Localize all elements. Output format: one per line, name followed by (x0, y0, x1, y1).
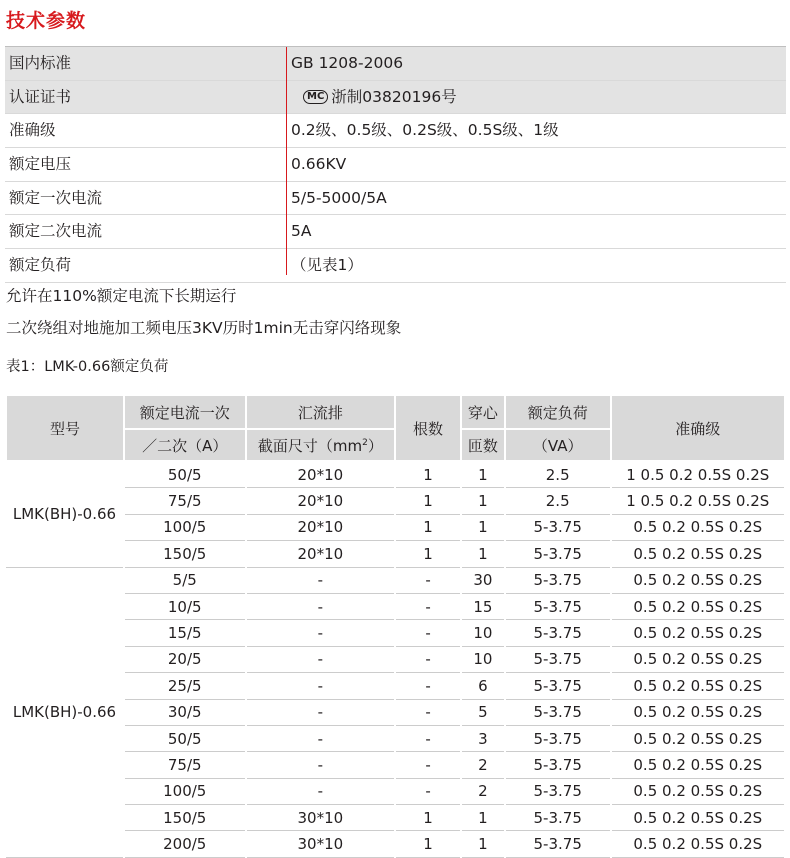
busbar-cell: - (246, 699, 396, 725)
spec-label: 额定电压 (9, 155, 72, 174)
count-cell: 1 (395, 831, 461, 857)
load-cell: 5-3.75 (505, 805, 611, 831)
note-overload: 允许在110%额定电流下长期运行 (6, 287, 237, 305)
accuracy-cell: 1 0.5 0.2 0.5S 0.2S (611, 488, 785, 514)
ratio-cell: 100/5 (124, 514, 246, 540)
turns-cell: 15 (461, 593, 505, 619)
spec-label: 认证证书 (9, 87, 72, 106)
ratio-cell: 100/5 (124, 778, 246, 804)
table-caption: 表1：LMK-0.66额定负荷 (6, 359, 169, 375)
header-turns-line2: 匝数 (461, 429, 505, 461)
spec-row (5, 148, 786, 182)
ratio-cell: 10/5 (124, 593, 246, 619)
load-cell: 5-3.75 (505, 541, 611, 567)
header-model: 型号 (6, 395, 124, 461)
ratio-cell: 5/5 (124, 567, 246, 593)
turns-cell: 10 (461, 646, 505, 672)
header-count: 根数 (395, 395, 461, 461)
header-turns-line1: 穿心 (461, 395, 505, 429)
busbar-cell: - (246, 567, 396, 593)
spec-label: 准确级 (9, 121, 56, 140)
accuracy-cell: 0.5 0.2 0.5S 0.2S (611, 752, 785, 778)
busbar-cell: - (246, 778, 396, 804)
load-cell: 5-3.75 (505, 593, 611, 619)
accuracy-cell: 0.5 0.2 0.5S 0.2S (611, 541, 785, 567)
note-withstand: 二次绕组对地施加工频电压3KV历时1min无击穿闪络现象 (6, 319, 402, 337)
ratio-cell: 25/5 (124, 673, 246, 699)
load-cell: 5-3.75 (505, 646, 611, 672)
count-cell: - (395, 725, 461, 751)
load-cell: 5-3.75 (505, 699, 611, 725)
mc-certification-icon: MC (303, 90, 328, 104)
busbar-cell: - (246, 646, 396, 672)
spec-label: 额定负荷 (9, 256, 72, 275)
spec-row (5, 46, 786, 81)
spec-value-text: 浙制03820196号 (331, 87, 457, 106)
busbar-cell: - (246, 673, 396, 699)
load-cell: 2.5 (505, 461, 611, 488)
count-cell: 1 (395, 541, 461, 567)
spec-value (291, 81, 457, 113)
count-cell: - (395, 752, 461, 778)
count-cell: - (395, 620, 461, 646)
header-busbar-line2: 截面尺寸$(mm^2)$ (246, 429, 396, 461)
spec-row (5, 114, 786, 148)
accuracy-cell: 0.5 0.2 0.5S 0.2S (611, 593, 785, 619)
spec-value: GB 1208-2006 (291, 54, 404, 72)
ratio-cell: 150/5 (124, 541, 246, 567)
turns-cell: 3 (461, 725, 505, 751)
ratio-cell: 75/5 (124, 752, 246, 778)
accuracy-cell: 1 0.5 0.2 0.5S 0.2S (611, 461, 785, 488)
spec-label: 国内标准 (9, 54, 72, 72)
accuracy-cell: 0.5 0.2 0.5S 0.2S (611, 699, 785, 725)
load-cell: 5-3.75 (505, 778, 611, 804)
ratio-cell: 20/5 (124, 646, 246, 672)
spec-row (5, 249, 786, 283)
busbar-cell: - (246, 725, 396, 751)
accuracy-cell: 0.5 0.2 0.5S 0.2S (611, 778, 785, 804)
count-cell: 1 (395, 805, 461, 831)
load-cell: 5-3.75 (505, 673, 611, 699)
ratio-cell: 30/5 (124, 699, 246, 725)
count-cell: 1 (395, 461, 461, 488)
count-cell: 1 (395, 488, 461, 514)
ratio-cell: 15/5 (124, 620, 246, 646)
spec-value: 5A (291, 222, 312, 241)
count-cell: - (395, 646, 461, 672)
spec-label: 额定二次电流 (9, 222, 103, 241)
spec-value: （见表1） (291, 256, 363, 275)
header-load-line1: 额定负荷 (505, 395, 611, 429)
turns-cell: 10 (461, 620, 505, 646)
spec-row (5, 182, 786, 216)
busbar-cell: 20*10 (246, 541, 396, 567)
busbar-cell: - (246, 752, 396, 778)
header-current-line2: ／二次（A） (124, 429, 246, 461)
count-cell: - (395, 699, 461, 725)
load-cell: 5-3.75 (505, 620, 611, 646)
busbar-cell: 30*10 (246, 805, 396, 831)
table-row (6, 461, 785, 488)
load-cell: 2.5 (505, 488, 611, 514)
ratio-cell: 50/5 (124, 461, 246, 488)
busbar-cell: 20*10 (246, 514, 396, 540)
accuracy-cell: 0.5 0.2 0.5S 0.2S (611, 620, 785, 646)
turns-cell: 30 (461, 567, 505, 593)
turns-cell: 1 (461, 541, 505, 567)
load-cell: 5-3.75 (505, 725, 611, 751)
model-cell: LMK(BH)-0.66 (6, 461, 124, 567)
count-cell: - (395, 567, 461, 593)
spec-value: 5/5-5000/5A (291, 188, 387, 207)
spec-row (5, 81, 786, 115)
load-cell: 5-3.75 (505, 752, 611, 778)
turns-cell: 1 (461, 461, 505, 488)
table-row (6, 567, 785, 593)
accuracy-cell: 0.5 0.2 0.5S 0.2S (611, 831, 785, 857)
model-cell: LMK(BH)-0.66 (6, 567, 124, 857)
load-cell: 5-3.75 (505, 567, 611, 593)
accuracy-cell: 0.5 0.2 0.5S 0.2S (611, 646, 785, 672)
busbar-cell: 20*10 (246, 488, 396, 514)
spec-label: 额定一次电流 (9, 188, 103, 207)
header-busbar-line1: 汇流排 (246, 395, 396, 429)
ratio-cell: 75/5 (124, 488, 246, 514)
turns-cell: 5 (461, 699, 505, 725)
count-cell: - (395, 593, 461, 619)
spec-row (5, 215, 786, 249)
header-accuracy: 准确级 (611, 395, 785, 461)
ratio-cell: 50/5 (124, 725, 246, 751)
busbar-cell: 20*10 (246, 461, 396, 488)
busbar-cell: - (246, 593, 396, 619)
ratio-cell: 200/5 (124, 831, 246, 857)
load-cell: 5-3.75 (505, 514, 611, 540)
count-cell: 1 (395, 514, 461, 540)
accuracy-cell: 0.5 0.2 0.5S 0.2S (611, 514, 785, 540)
busbar-cell: - (246, 620, 396, 646)
turns-cell: 1 (461, 488, 505, 514)
ratio-cell: 150/5 (124, 805, 246, 831)
spec-table (5, 46, 786, 283)
turns-cell: 1 (461, 514, 505, 540)
accuracy-cell: 0.5 0.2 0.5S 0.2S (611, 805, 785, 831)
turns-cell: 2 (461, 752, 505, 778)
header-current-line1: 额定电流一次 (124, 395, 246, 429)
count-cell: - (395, 778, 461, 804)
load-cell: 5-3.75 (505, 831, 611, 857)
accuracy-cell: 0.5 0.2 0.5S 0.2S (611, 673, 785, 699)
turns-cell: 1 (461, 805, 505, 831)
accuracy-cell: 0.5 0.2 0.5S 0.2S (611, 725, 785, 751)
header-load-line2: （VA） (505, 429, 611, 461)
turns-cell: 6 (461, 673, 505, 699)
load-table (5, 394, 786, 858)
accuracy-cell: 0.5 0.2 0.5S 0.2S (611, 567, 785, 593)
turns-cell: 1 (461, 831, 505, 857)
spec-value: 0.66KV (291, 155, 347, 174)
busbar-cell: 30*10 (246, 831, 396, 857)
spec-value: 0.2级、0.5级、0.2S级、0.5S级、1级 (291, 121, 559, 140)
count-cell: - (395, 673, 461, 699)
page-title: 技术参数 (6, 10, 87, 32)
spec-divider (286, 47, 287, 275)
turns-cell: 2 (461, 778, 505, 804)
